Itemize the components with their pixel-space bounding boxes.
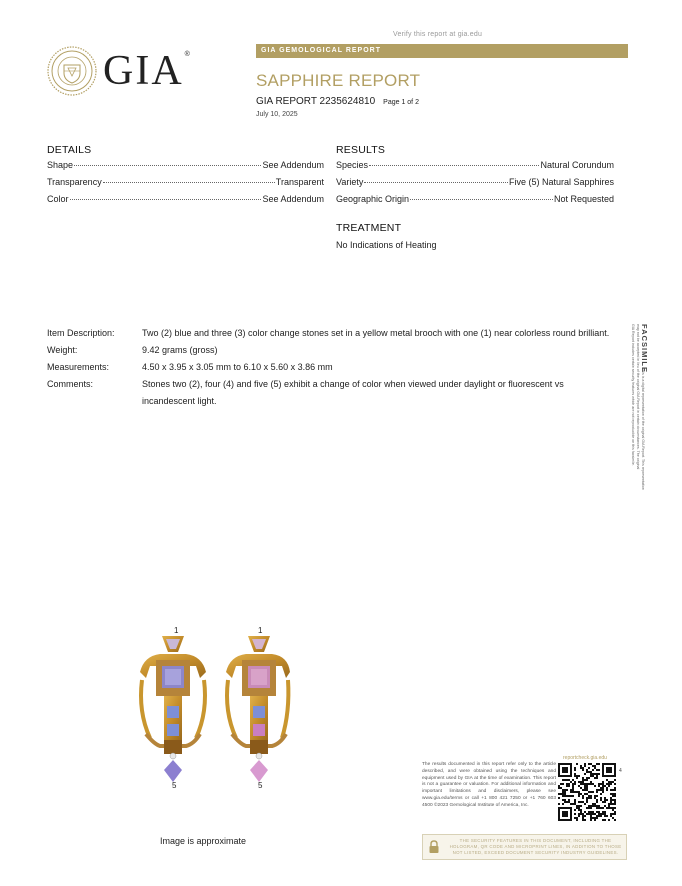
qr-code-icon[interactable] xyxy=(558,763,616,821)
description-row xyxy=(47,325,617,342)
report-number-line xyxy=(256,96,419,107)
details-label: Transparency xyxy=(47,177,102,187)
details-row xyxy=(47,160,324,177)
results-value: Five (5) Natural Sapphires xyxy=(508,177,614,187)
leader-dots xyxy=(364,182,508,183)
results-value: Not Requested xyxy=(553,194,614,204)
leader-dots xyxy=(369,165,539,166)
treatment-section xyxy=(336,222,614,250)
page-label: Page 1 of 2 xyxy=(383,99,419,106)
results-section xyxy=(336,144,614,211)
description-label: Measurements: xyxy=(47,362,110,372)
treatment-value: No Indications of Heating xyxy=(336,240,437,250)
details-label: Color xyxy=(47,194,69,204)
reportcheck-link[interactable]: reportcheck.gia.edu xyxy=(563,755,607,761)
treatment-heading: TREATMENT xyxy=(336,222,402,234)
facsimile-line: This is a digital representation of the original GIA Report. This representation xyxy=(641,368,645,490)
stone-label: 5 xyxy=(258,781,263,790)
image-caption: Image is approximate xyxy=(160,836,247,846)
details-section xyxy=(47,144,324,211)
stone-label: 5 xyxy=(172,781,177,790)
description-value: Stones two (2), four (4) and five (5) exhibit a change of color when viewed under daylight or fluorescent vs incandescent light. xyxy=(142,379,564,406)
report-band: GIA GEMOLOGICAL REPORT xyxy=(256,44,628,58)
facsimile-line: may not be accepted in lieu of the original GIA Report in certain circumstances. The original xyxy=(636,324,640,470)
description-row xyxy=(47,376,617,410)
leader-dots xyxy=(74,165,261,166)
disclaimer-text: The results documented in this report refer only to the article described, and were obtained using the techniques and equipment used by GIA at the time of examination. This report is not a guarantee or valuation. For additional information and important limitations and disclaimers, please see www.gia.edu/terms or call +1 800 421 7250 or +1 760 603 4500 ©2023 Gemological Institute of America, Inc. xyxy=(422,762,556,808)
description-value: Two (2) blue and three (3) color change stones set in a yellow metal brooch with one (1) near colorless round brilliant. xyxy=(142,328,610,338)
facsimile-line: GIA Report includes certain security features which are not reproducible on this facsimile. xyxy=(631,324,635,466)
facsimile-notice xyxy=(630,322,648,564)
description-label: Weight: xyxy=(47,345,78,355)
description-row xyxy=(47,342,617,359)
details-heading: DETAILS xyxy=(47,144,92,156)
facsimile-title: FACSIMILE xyxy=(640,324,649,374)
description-value: 4.50 x 3.95 x 3.05 mm to 6.10 x 5.60 x 3.86 mm xyxy=(142,362,333,372)
description-label: Comments: xyxy=(47,379,94,389)
description-label: Item Description: xyxy=(47,328,115,338)
gia-wordmark: GIA xyxy=(103,48,184,94)
gia-seal-icon xyxy=(47,46,97,96)
results-heading: RESULTS xyxy=(336,144,386,156)
results-row xyxy=(336,160,614,177)
qr-suffix: 4 xyxy=(619,768,622,774)
results-label: Species xyxy=(336,160,369,170)
report-title: SAPPHIRE REPORT xyxy=(256,71,421,90)
report-date: July 10, 2025 xyxy=(256,111,298,118)
details-value: See Addendum xyxy=(262,194,324,204)
description-value: 9.42 grams (gross) xyxy=(142,345,218,355)
verify-link[interactable]: Verify this report at gia.edu xyxy=(393,31,483,38)
results-row xyxy=(336,177,614,194)
security-notice xyxy=(422,834,627,860)
details-label: Shape xyxy=(47,160,74,170)
registered-mark: ® xyxy=(184,51,190,58)
gia-logo xyxy=(47,45,207,97)
stone-label: 1 xyxy=(174,626,179,635)
details-row xyxy=(47,177,324,194)
details-value: See Addendum xyxy=(262,160,324,170)
results-label: Geographic Origin xyxy=(336,194,410,204)
details-row xyxy=(47,194,324,211)
leader-dots xyxy=(70,199,262,200)
leader-dots xyxy=(410,199,553,200)
lock-icon xyxy=(423,835,445,859)
security-text: THE SECURITY FEATURES IN THIS DOCUMENT, INCLUDING THE HOLOGRAM, QR CODE AND MICROPRINT LINES, IN ADDITION TO THOSE NOT LISTED, EXCEED DOCUMENT SECURITY INDUSTRY GUIDELINES. xyxy=(449,838,622,855)
description-row xyxy=(47,359,617,376)
details-value: Transparent xyxy=(275,177,324,187)
report-number: GIA REPORT 2235624810 xyxy=(256,96,376,107)
results-value: Natural Corundum xyxy=(540,160,614,170)
leader-dots xyxy=(103,182,275,183)
stone-label: 1 xyxy=(258,626,263,635)
left-earring xyxy=(140,636,206,782)
right-earring xyxy=(226,636,290,782)
description-section xyxy=(47,325,617,410)
results-row xyxy=(336,194,614,211)
brooch-photo xyxy=(120,622,290,792)
results-label: Variety xyxy=(336,177,364,187)
